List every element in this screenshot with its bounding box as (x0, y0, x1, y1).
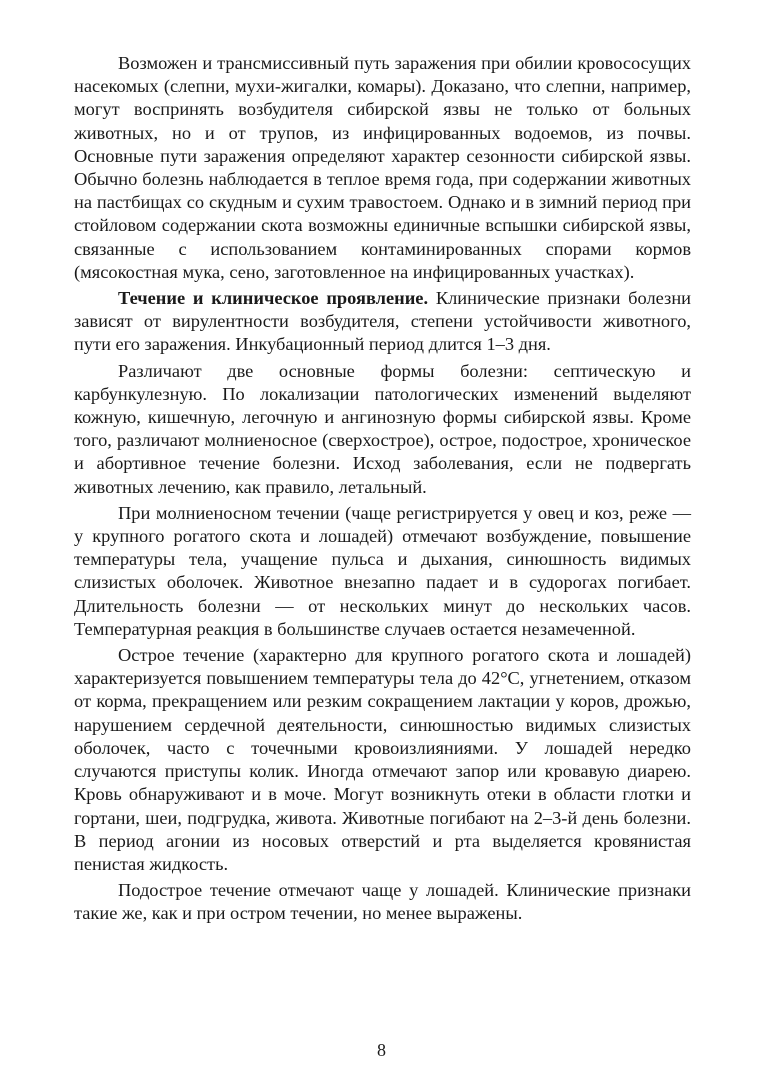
document-body (74, 52, 691, 926)
paragraph-text: Клинические признаки болезни зависят от вирулентности возбудителя, степени устойчивости животного, пути его заражения. Инкубационный период длится 1–3 дня. (74, 288, 692, 355)
paragraph-fulminant-course: При молниеносном течении (чаще регистрируется у овец и коз, реже — у крупного рогатого скота и лошадей) отмечают возбуждение, повышение температуры тела, учащение пульса и дыхания, синюшность видимых слизистых оболочек. Животное внезапно падает и в судорогах погибает. Длительность болезни — от нескольких минут до нескольких часов. Температурная реакция в большинстве случаев остается незамеченной. (74, 502, 691, 639)
paragraph-acute-course: Острое течение (характерно для крупного рогатого скота и лошадей) характеризуется повышением температуры тела до 42°С, угнетением, отказом от корма, прекращением или резким сокращением лактации у коров, дрожью, нарушением сердечной деятельности, синюшностью видимых слизистых оболочек, часто с точечными кровоизлияниями. У лошадей нередко случаются приступы колик. Иногда отмечают запор или кровавую диарею. Кровь обнаруживают и в моче. Могут возникнуть отеки в области глотки и гортани, шеи, подгрудка, живота. Животные погибают на 2–3-й день болезни. В период агонии из носовых отверстий и рта выделяется кровянистая пенистая жидкость. (74, 645, 691, 874)
page-number: 8 (377, 1040, 386, 1060)
section-heading: Течение и клиническое проявление. (118, 288, 429, 309)
paragraph-transmission: Возможен и трансмиссивный путь заражения при обилии кровососущих насекомых (слепни, мухи-жигалки, комары). Доказано, что слепни, например, могут воспринять возбудителя сибирской язвы не только от больных животных, но и от трупов, из инфицированных водоемов, из почвы. Основные пути заражения определяют характер сезонности сибирской язвы. Обычно болезнь наблюдается в теплое время года, при содержании животных на пастбищах со скудным и сухим травостоем. Однако и в зимний период при стойловом содержании скота возможны единичные вспышки сибирской язвы, связанные с использованием контаминированных спорами кормов (мясокостная мука, сено, заготовленное на инфицированных участках). (74, 53, 691, 282)
paragraph-clinical-course (74, 287, 691, 357)
paragraph-disease-forms: Различают две основные формы болезни: септическую и карбункулезную. По локализации патологических изменений выделяют кожную, кишечную, легочную и ангинозную формы сибирской язвы. Кроме того, различают молниеносное (сверхострое), острое, подострое, хроническое и абортивное течение болезни. Исход заболевания, если не подвергать животных лечению, как правило, летальный. (74, 360, 691, 497)
paragraph-subacute-course: Подострое течение отмечают чаще у лошадей. Клинические признаки такие же, как и при остром течении, но менее выражены. (74, 880, 691, 924)
